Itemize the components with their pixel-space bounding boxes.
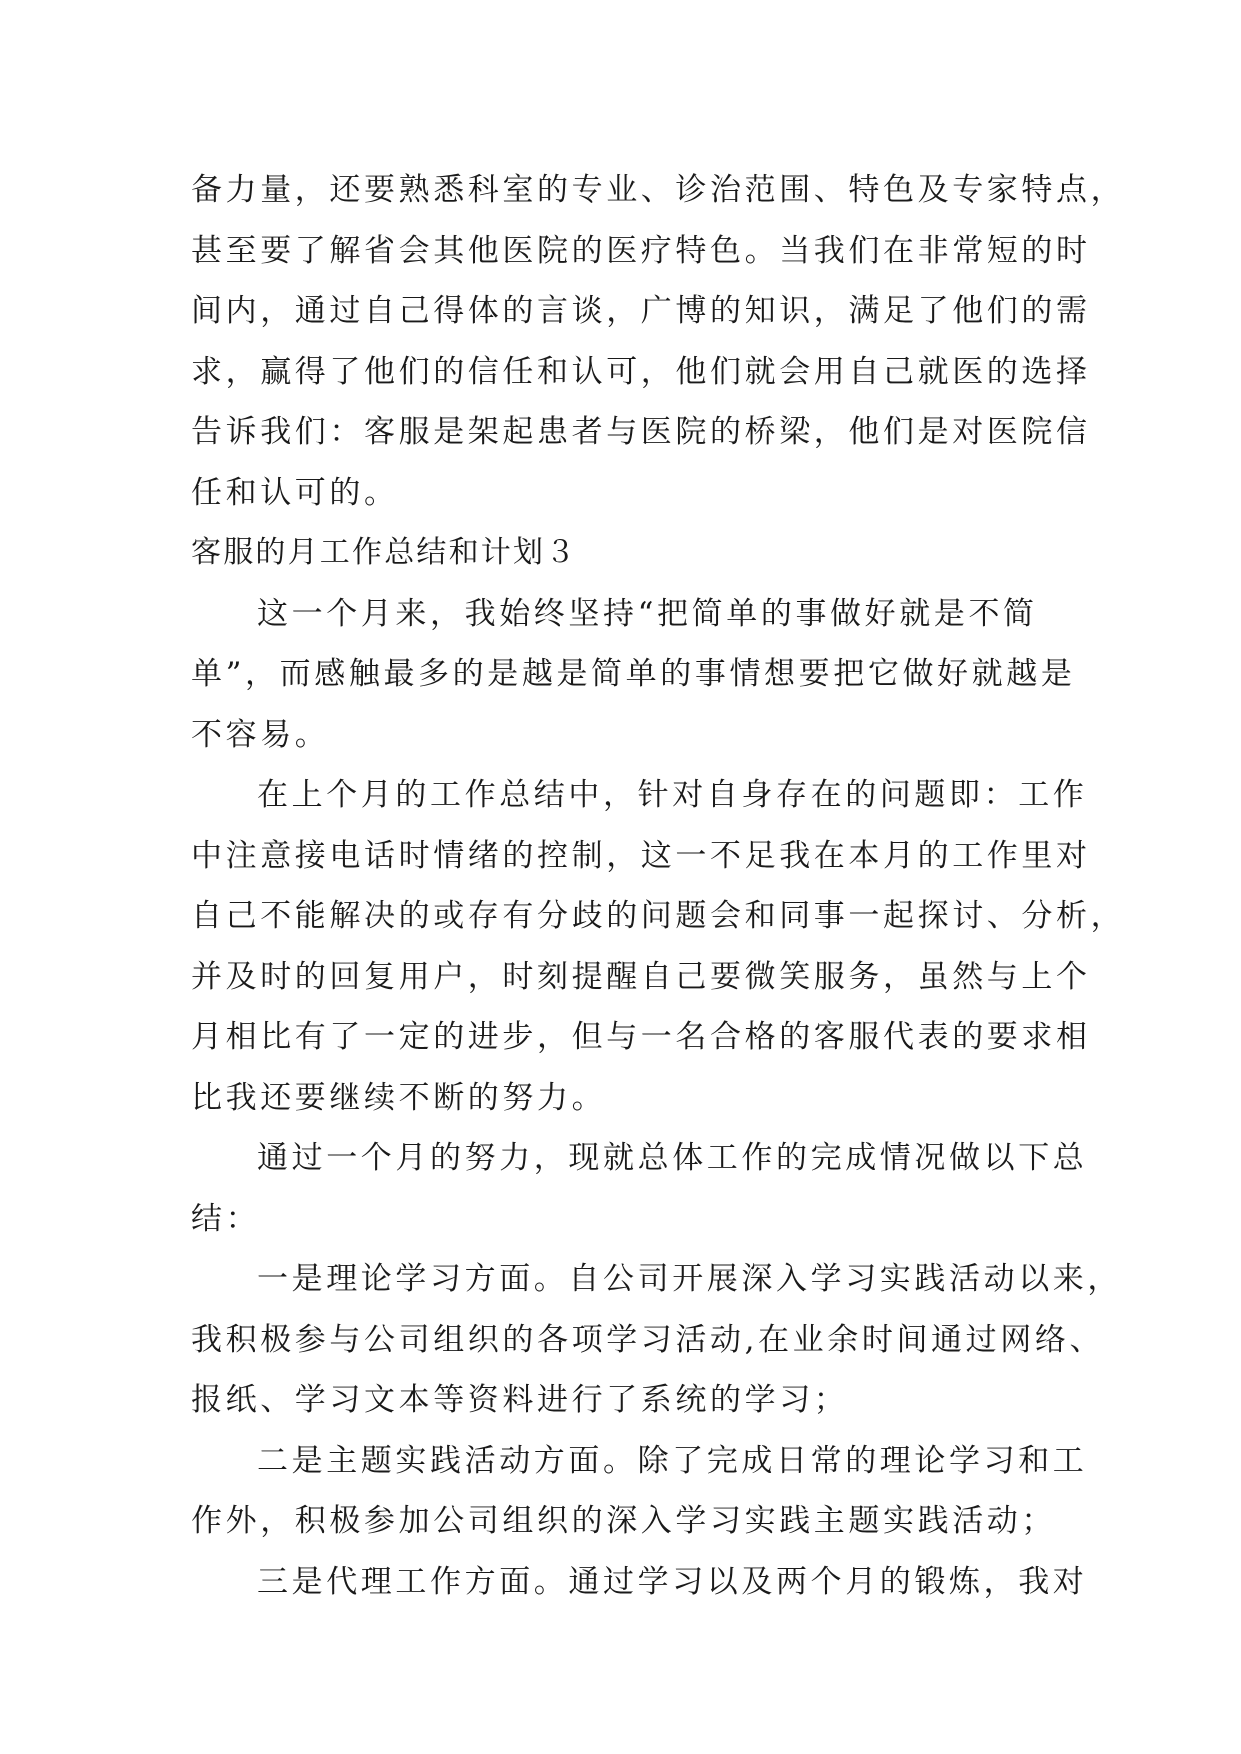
text-line: 中注意接电话时情绪的控制，这一不足我在本月的工作里对 <box>191 837 1091 874</box>
text-line: 作外，积极参加公司组织的深入学习实践主题实践活动； <box>191 1503 1056 1539</box>
text-line: 任和认可的。 <box>191 474 399 511</box>
text-line: 并及时的回复用户，时刻提醒自己要微笑服务，虽然与上个 <box>191 958 1091 995</box>
text-line: 告诉我们：客服是架起患者与医院的桥梁，他们是对医院信 <box>191 414 1091 450</box>
text-line: 报纸、学习文本等资料进行了系统的学习； <box>191 1382 849 1418</box>
text-line: 备力量，还要熟悉科室的专业、诊治范围、特色及专家特点， <box>191 172 1126 208</box>
section-heading: 客服的月工作总结和计划３ <box>191 535 578 570</box>
text-line: 间内，通过自己得体的言谈，广博的知识，满足了他们的需 <box>191 293 1091 329</box>
text-line: 这一个月来，我始终坚持“把简单的事做好就是不简 <box>257 595 1038 632</box>
text-line: 一是理论学习方面。自公司开展深入学习实践活动以来， <box>257 1261 1122 1297</box>
text-line: 自己不能解决的或存有分歧的问题会和同事一起探讨、分析， <box>191 898 1126 934</box>
text-line: 通过一个月的努力，现就总体工作的完成情况做以下总 <box>257 1140 1088 1176</box>
text-line: 月相比有了一定的进步，但与一名合格的客服代表的要求相 <box>191 1019 1091 1055</box>
text-line: 甚至要了解省会其他医院的医疗特色。当我们在非常短的时 <box>191 232 1091 269</box>
text-line: 比我还要继续不断的努力。 <box>191 1079 607 1116</box>
text-line: 在上个月的工作总结中，针对自身存在的问题即：工作 <box>257 777 1088 813</box>
text-line: 结： <box>191 1200 261 1237</box>
text-line: 三是代理工作方面。通过学习以及两个月的锻炼，我对 <box>257 1563 1088 1600</box>
text-line: 二是主题实践活动方面。除了完成日常的理论学习和工 <box>257 1442 1088 1479</box>
text-line: 我积极参与公司组织的各项学习活动,在业余时间通过网络、 <box>191 1321 1105 1358</box>
text-line: 求，赢得了他们的信任和认可，他们就会用自己就医的选择 <box>191 353 1091 390</box>
text-line: 不容易。 <box>191 716 330 753</box>
text-line: 单”，而感触最多的是越是简单的事情想要把它做好就越是 <box>191 656 1076 692</box>
document-body <box>191 160 1126 1612</box>
